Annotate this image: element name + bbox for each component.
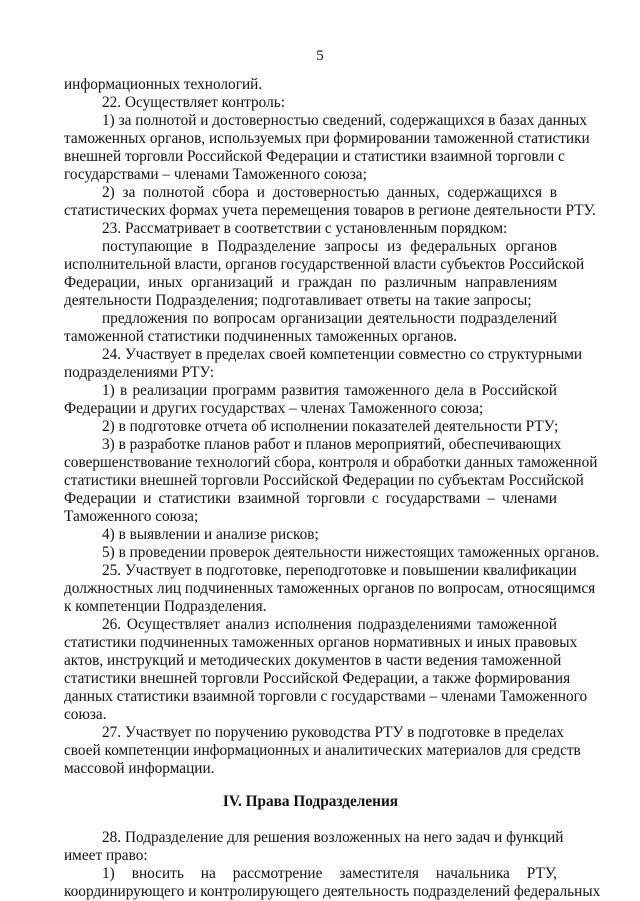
text-line: 25. Участвует в подготовке, переподготовке и повышении квалификации: [102, 562, 577, 579]
paragraph: [64, 238, 585, 310]
text-line: статистики внешней торговли Российской Федерации, а также формирования: [64, 670, 571, 687]
text-line: данных статистики взаимной торговли с государствами – членами Таможенного: [64, 688, 588, 705]
paragraph: [64, 829, 564, 865]
text-line: 1) в реализации программ развития таможенного дела в Российской: [102, 382, 557, 399]
paragraph: [64, 865, 601, 901]
text-line: 3) в разработке планов работ и планов мероприятий, обеспечивающих: [102, 436, 562, 453]
paragraphs-after-heading: [64, 829, 601, 901]
page-number: 5: [316, 48, 324, 64]
paragraph: [64, 184, 596, 220]
text-line: Федерации, иных организаций и граждан по различным направлениям: [64, 274, 557, 291]
text-line: 28. Подразделение для решения возложенных на него задач и функций: [102, 829, 564, 846]
text-line: Таможенного союза;: [64, 508, 199, 525]
text-line: Федерации и других государствах – членах Таможенного союза;: [64, 400, 484, 417]
text-line: координирующего и контролирующего деятельность подразделений федеральных: [64, 883, 601, 900]
text-line: исполнительной власти, органов государственной власти субъектов Российской: [64, 256, 585, 273]
text-line: 2) в подготовке отчета об исполнении показателей деятельности РТУ;: [102, 418, 559, 435]
text-line: 26. Осуществляет анализ исполнения подразделениями таможенной: [102, 616, 557, 633]
text-line: совершенствование технологий сбора, контроля и обработки данных таможенной: [64, 454, 598, 471]
text-line: статистических формах учета перемещения товаров в регионе деятельности РТУ.: [64, 202, 596, 219]
text-line: статистики подчиненных таможенных органов нормативных и иных правовых: [64, 634, 578, 651]
document-body: [64, 76, 601, 901]
paragraph: [64, 616, 588, 724]
paragraph: [64, 526, 557, 544]
paragraph: [64, 562, 596, 616]
paragraphs-before-heading: [64, 76, 600, 778]
paragraph: [64, 382, 557, 418]
text-line: своей компетенции информационных и аналитических материалов для средств: [64, 742, 581, 759]
paragraph: [64, 76, 557, 94]
text-line: подразделениями РТУ:: [64, 364, 215, 381]
text-line: к компетенции Подразделения.: [64, 598, 267, 615]
text-line: 5) в проведении проверок деятельности нижестоящих таможенных органов.: [102, 544, 600, 561]
text-line: массовой информации.: [64, 760, 215, 777]
paragraph: [64, 94, 557, 112]
paragraph: [64, 310, 557, 346]
text-line: 27. Участвует по поручению руководства РТУ в подготовке в пределах: [102, 724, 564, 741]
text-line: деятельности Подразделения; подготавливает ответы на такие запросы;: [64, 292, 532, 309]
paragraph: [64, 544, 600, 562]
text-line: 2) за полнотой сбора и достоверностью данных, содержащихся в: [102, 184, 557, 201]
paragraph: [64, 346, 583, 382]
text-line: 1) вносить на рассмотрение заместителя начальника РТУ,: [102, 865, 557, 882]
text-line: имеет право:: [64, 847, 148, 864]
paragraph: [64, 724, 581, 778]
text-line: должностных лиц подчиненных таможенных органов по вопросам, относящимся: [64, 580, 596, 597]
text-line: информационных технологий.: [64, 76, 263, 93]
paragraph: [64, 112, 590, 184]
text-line: союза.: [64, 706, 107, 723]
text-line: Федерации и статистики взаимной торговли с государствами – членами: [64, 490, 557, 507]
text-line: государствами – членами Таможенного союза;: [64, 166, 367, 183]
text-line: статистики внешней торговли Российской Федерации по субъектам Российской: [64, 472, 584, 489]
text-line: таможенных органов, используемых при формировании таможенной статистики: [64, 130, 590, 147]
paragraph: [64, 220, 557, 238]
text-line: 23. Рассматривает в соответствии с установленным порядком:: [102, 220, 508, 237]
text-line: предложения по вопросам организации деятельности подразделений: [102, 310, 557, 327]
text-line: 1) за полнотой и достоверностью сведений, содержащихся в базах данных: [102, 112, 587, 129]
text-line: 22. Осуществляет контроль:: [102, 94, 285, 111]
paragraph: [64, 418, 557, 436]
text-line: 4) в выявлении и анализе рисков;: [102, 526, 319, 543]
text-line: таможенной статистики подчиненных таможенных органов.: [64, 328, 458, 345]
text-line: внешней торговли Российской Федерации и статистики взаимной торговли с: [64, 148, 565, 165]
paragraph: [64, 436, 598, 526]
section-heading: IV. Права Подразделения: [222, 793, 399, 810]
text-line: 24. Участвует в пределах своей компетенции совместно со структурными: [102, 346, 583, 363]
text-line: актов, инструкций и методических документов в части ведения таможенной: [64, 652, 562, 669]
text-line: поступающие в Подразделение запросы из федеральных органов: [102, 238, 557, 255]
